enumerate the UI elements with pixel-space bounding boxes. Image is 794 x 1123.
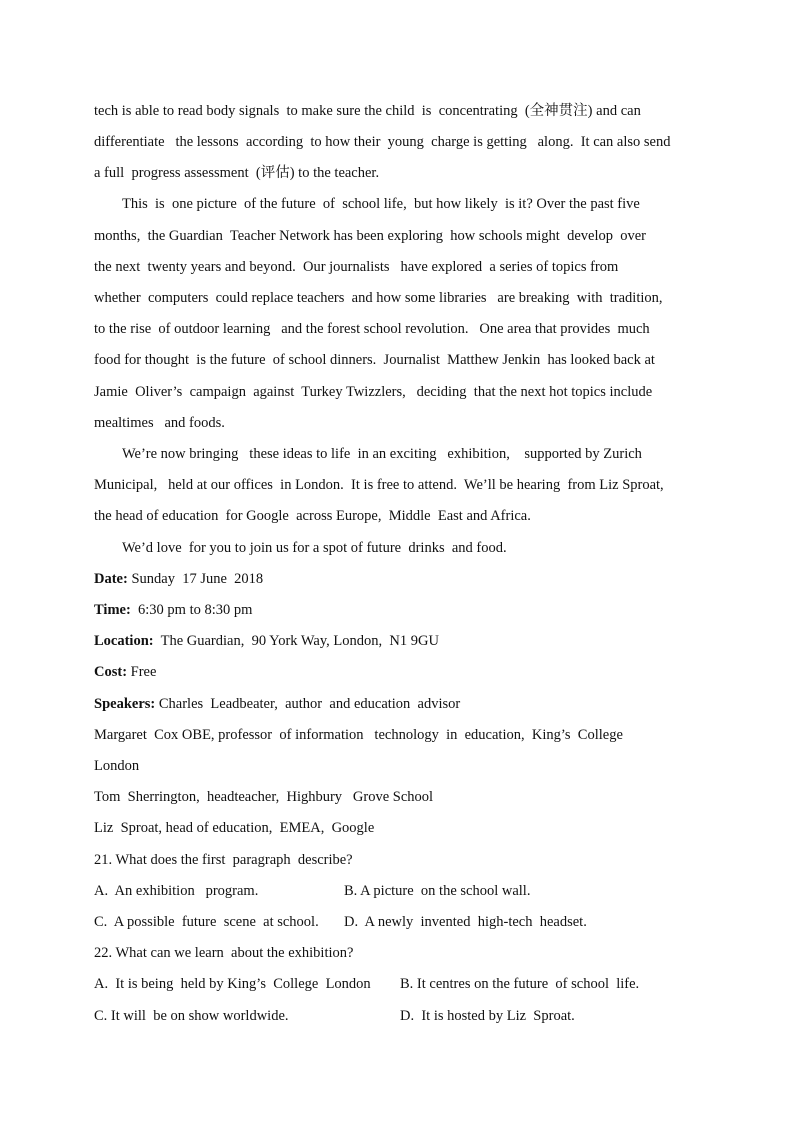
speaker-2-continued: London <box>94 758 140 774</box>
cost-value: Free <box>127 664 157 680</box>
q21-option-d: D. A newly invented high-tech headset. <box>344 914 587 930</box>
event-date <box>94 569 263 589</box>
question-22: 22. What can we learn about the exhibition? <box>94 945 354 961</box>
paragraph-3-line-2: Municipal, held at our offices in London. It is free to attend. We’ll be hearing from Liz Sproat, <box>94 477 664 493</box>
paragraph-2-line-7: Jamie Oliver’s campaign against Turkey Twizzlers, deciding that the next hot topics include <box>94 384 653 400</box>
q21-option-a: A. An exhibition program. <box>94 883 259 899</box>
q22-option-d: D. It is hosted by Liz Sproat. <box>400 1008 575 1024</box>
q21-option-b: B. A picture on the school wall. <box>344 883 531 899</box>
event-speakers <box>94 694 460 714</box>
time-value: 6:30 pm to 8:30 pm <box>130 602 253 618</box>
paragraph-3-line-3: the head of education for Google across Europe, Middle East and Africa. <box>94 508 531 524</box>
paragraph-2-line-3: the next twenty years and beyond. Our journalists have explored a series of topics from <box>94 259 619 275</box>
event-location <box>94 631 439 651</box>
paragraph-2-line-8: mealtimes and foods. <box>94 415 225 431</box>
paragraph-1-line-2: differentiate the lessons according to how their young charge is getting along. It can also send <box>94 134 671 150</box>
question-21: 21. What does the first paragraph describe? <box>94 852 353 868</box>
cost-label: Cost: <box>94 664 128 680</box>
paragraph-1-line-3: a full progress assessment (评估) to the teacher. <box>94 165 380 181</box>
paragraph-2-line-5: to the rise of outdoor learning and the forest school revolution. One area that provides much <box>94 321 650 337</box>
time-label: Time: <box>94 602 131 618</box>
q22-option-a: A. It is being held by King’s College London <box>94 976 371 992</box>
speaker-3: Tom Sherrington, headteacher, Highbury Grove School <box>94 789 434 805</box>
event-time <box>94 600 252 620</box>
speaker-4: Liz Sproat, head of education, EMEA, Google <box>94 820 375 836</box>
q22-option-c: C. It will be on show worldwide. <box>94 1008 289 1024</box>
speaker-2: Margaret Cox OBE, professor of information technology in education, King’s College <box>94 727 623 743</box>
paragraph-3-line-1: We’re now bringing these ideas to life in an exciting exhibition, supported by Zurich <box>122 446 642 462</box>
speakers-label: Speakers: <box>94 696 156 712</box>
date-value: Sunday 17 June 2018 <box>127 571 264 587</box>
paragraph-2-line-6: food for thought is the future of school dinners. Journalist Matthew Jenkin has looked back at <box>94 352 655 368</box>
paragraph-2-line-2: months, the Guardian Teacher Network has been exploring how schools might develop over <box>94 228 646 244</box>
speaker-1: Charles Leadbeater, author and education advisor <box>155 696 461 712</box>
paragraph-2-line-4: whether computers could replace teachers and how some libraries are breaking with tradition, <box>94 290 663 306</box>
q22-option-b: B. It centres on the future of school life. <box>400 976 640 992</box>
location-value: The Guardian, 90 York Way, London, N1 9GU <box>153 633 439 649</box>
date-label: Date: <box>94 571 128 587</box>
paragraph-1-line-1: tech is able to read body signals to make sure the child is concentrating (全神贯注) and can <box>94 103 641 119</box>
paragraph-2-line-1: This is one picture of the future of school life, but how likely is it? Over the past five <box>122 196 640 212</box>
location-label: Location: <box>94 633 154 649</box>
event-cost <box>94 662 156 682</box>
q21-option-c: C. A possible future scene at school. <box>94 914 319 930</box>
paragraph-4: We’d love for you to join us for a spot of future drinks and food. <box>122 540 507 556</box>
